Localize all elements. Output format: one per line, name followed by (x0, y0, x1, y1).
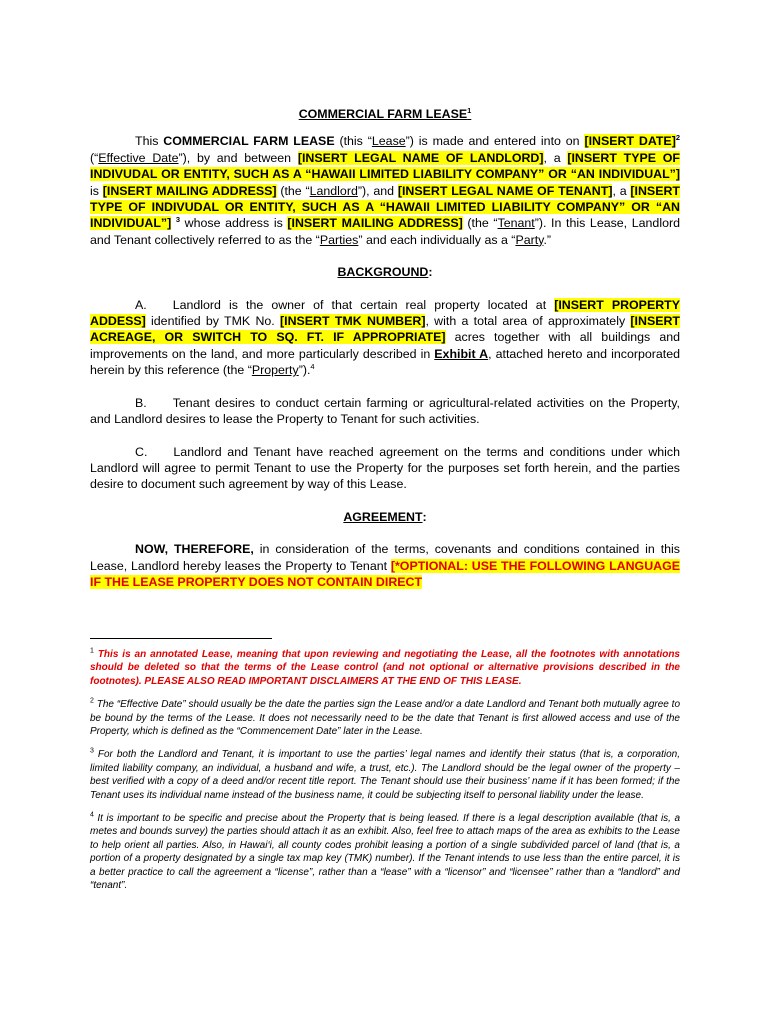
defined-term-effective-date: Effective Date (98, 150, 179, 165)
title-text: COMMERCIAL FARM LEASE (298, 107, 468, 121)
placeholder-date: [INSERT DATE] (584, 134, 676, 149)
heading-colon: : (422, 509, 427, 524)
intro-text: (the “ (276, 183, 310, 198)
recital-text: , attached hereto and incorporated herein by this reference (the “ (90, 346, 680, 378)
intro-text: whose address is (180, 216, 288, 231)
now-therefore-paragraph (90, 541, 680, 590)
optional-language-placeholder: [*OPTIONAL: USE THE FOLLOWING LANGUAGE IF THE LEASE PROPERTY DOES NOT CONTAIN DIRECT (90, 558, 680, 589)
footnote-number: 2 (90, 697, 94, 705)
recital-text: Landlord and Tenant have reached agreement on the terms and conditions under which Landlord will agree to permit Tenant to use the Property for the purposes set forth herein, and the parties desire to document such agreement by way of this Lease. (90, 444, 680, 492)
defined-term-party: Party (515, 232, 544, 247)
placeholder-tenant-type: [INSERT TYPE OF INDIVUDAL OR ENTITY, SUCH AS A “HAWAII LIMITED LIABILITY COMPANY” OR “AN INDIVIDUAL”] (90, 183, 680, 231)
intro-text: This (135, 134, 164, 149)
footnote-ref-3[interactable]: 3 (175, 215, 181, 225)
background-heading (90, 264, 680, 280)
intro-text: , a (543, 150, 568, 165)
footnotes (90, 648, 680, 903)
recital-a (90, 297, 680, 379)
footnote-number: 4 (90, 811, 94, 819)
footnote-separator (90, 638, 272, 639)
placeholder-landlord-name: [INSERT LEGAL NAME OF LANDLORD] (297, 150, 544, 165)
defined-term-tenant: Tenant (497, 216, 535, 231)
intro-text: ”). In this Lease, Landlord and Tenant collectively referred to as the “ (90, 216, 680, 247)
recital-text: Tenant desires to conduct certain farming or agricultural-related activities on the Property, and Landlord desires to lease the Property to Tenant for such activities. (90, 395, 680, 427)
intro-text: ”), by and between (178, 150, 298, 165)
intro-text: is (90, 183, 103, 198)
placeholder-tenant-name: [INSERT LEGAL NAME OF TENANT] (397, 183, 613, 198)
footnote-text: The “Effective Date” should usually be the date the parties sign the Lease and/or a date Landlord and Tenant both mutually agree to be bound by the terms of the Lease. It does not necessarily need to be the date that Tenant is first allowed access and use of the Property, which is defined as the “Commencement Date” later in the Lease. (90, 699, 681, 738)
defined-term-property: Property (251, 363, 299, 378)
recital-label: A. (135, 297, 147, 312)
agreement-heading (90, 509, 680, 525)
footnote-1 (90, 648, 680, 688)
intro-text: (“ (90, 150, 99, 165)
placeholder-tmk-number: [INSERT TMK NUMBER] (280, 314, 426, 329)
footnote-ref-4[interactable]: 4 (310, 362, 315, 372)
intro-text: ”), and (357, 183, 398, 198)
placeholder-landlord-address: [INSERT MAILING ADDRESS] (102, 183, 277, 198)
footnote-4 (90, 812, 680, 892)
placeholder-property-address: [INSERT PROPERTY ADDESS] (90, 297, 680, 329)
footnote-text: This is an annotated Lease, meaning that upon reviewing and negotiating the Lease, all the footnotes with annotations should be deleted so that the terms of the Lease control (and not optional or alternative provisions described in the footnotes). PLEASE ALSO READ IMPORTANT DISCLAIMERS AT THE END OF THIS LEASE. (90, 649, 680, 687)
recital-text: ”). (298, 363, 311, 378)
intro-text: ” and each individually as a “ (358, 232, 516, 247)
recital-b (90, 395, 680, 428)
lease-body (90, 106, 680, 590)
background-heading-text: BACKGROUND (337, 265, 429, 280)
defined-term-lease: Lease (371, 134, 406, 149)
footnote-number: 1 (90, 647, 94, 655)
intro-text: ”) is made and entered into on (405, 134, 585, 149)
intro-text: .” (543, 232, 552, 247)
footnote-ref-1[interactable]: 1 (467, 105, 472, 115)
recital-label: C. (135, 444, 148, 459)
footnote-text: For both the Landlord and Tenant, it is important to use the parties’ legal names and identify their status (that is, a corporation, limited liability company, an individual, a husband and wife, a trust, etc.). The Landlord should be the legal owner of the property – best verified with a copy of a deed and/or recent title report. The Tenant should use their business’ name if it has been formed; if the Tenant uses its individual name instead of the business name, it could be subjecting itself to personal liability under the lease. (90, 749, 680, 801)
defined-term-landlord: Landlord (309, 183, 358, 198)
footnote-number: 3 (90, 748, 94, 756)
intro-text: , a (612, 183, 631, 198)
lease-name: COMMERCIAL FARM LEASE (163, 134, 335, 149)
recital-text: identified by TMK No. (145, 314, 281, 329)
placeholder-tenant-address: [INSERT MAILING ADDRESS] (287, 216, 463, 231)
intro-text: (this “ (334, 134, 372, 149)
recital-text: , with a total area of approximately (425, 314, 631, 329)
placeholder-acreage: [INSERT ACREAGE, OR SWITCH TO SQ. FT. IF APPROPRIATE] (90, 314, 680, 345)
footnote-ref-2[interactable]: 2 (675, 133, 680, 143)
footnote-2 (90, 698, 680, 738)
recital-label: B. (135, 395, 147, 410)
document-title (90, 106, 680, 122)
exhibit-a-reference: Exhibit A (434, 346, 489, 361)
recital-text: acres together with all buildings and improvements on the land, and more particularly described in (90, 330, 681, 361)
footnote-3 (90, 748, 680, 802)
heading-colon: : (428, 265, 433, 280)
now-therefore-lead: NOW, THEREFORE, (135, 542, 254, 557)
intro-text: (the “ (462, 216, 498, 231)
placeholder-landlord-type: [INSERT TYPE OF INDIVUDAL OR ENTITY, SUCH AS A “HAWAII LIMITED LIABILITY COMPANY” OR “AN INDIVIDUAL”] (90, 150, 680, 182)
defined-term-parties: Parties (319, 232, 359, 247)
recital-c (90, 444, 680, 493)
intro-paragraph (90, 133, 680, 248)
agreement-heading-text: AGREEMENT (343, 509, 423, 524)
footnote-text: It is important to be specific and precise about the Property that is being leased. If there is a legal description available (that is, a metes and bounds survey) the parties should attach it as an exhibit. Also, feel free to attach maps of the area as exhibits to the Lease to help orient all parties. Also, in Hawai‘i, all county codes prohibit leasing a portion of a single subdivided parcel of land (that is, a portion of a property designated by a single tax map key (TMK) number). If the Tenant intends to use less than the entire parcel, it is a better practice to call the agreement a “license”, rather than a “lease” with a “licensor” and “licensee” rather than a “landlord” and “tenant”. (90, 813, 680, 892)
recital-text: Landlord is the owner of that certain real property located at (172, 297, 555, 312)
agreement-text: in consideration of the terms, covenants and conditions contained in this Lease, Landlord hereby leases the Property to Tenant (90, 542, 680, 573)
